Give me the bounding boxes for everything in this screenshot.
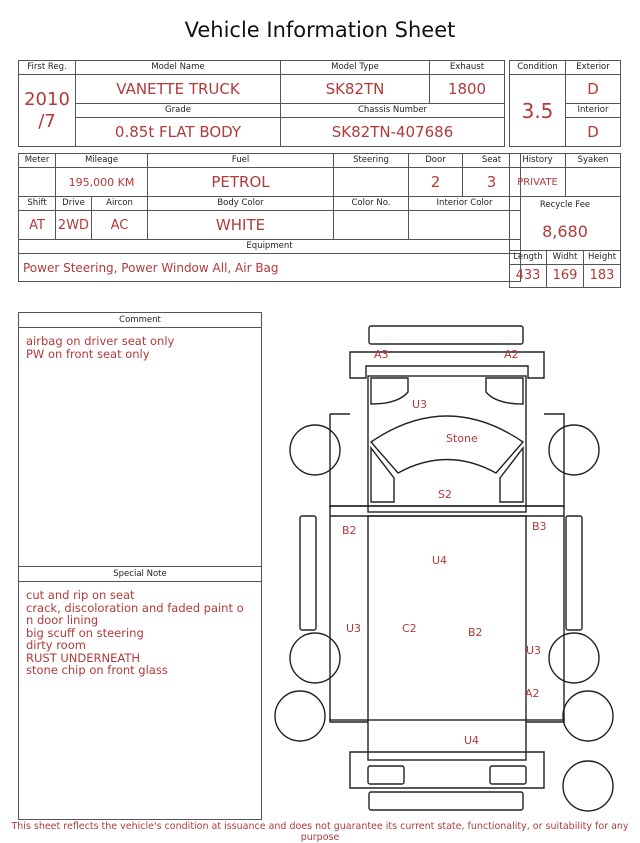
model-type-value: SK82TN: [281, 75, 430, 104]
steering-label: Steering: [334, 154, 409, 168]
interior-value: D: [566, 118, 621, 147]
mark-stone: Stone: [446, 432, 478, 445]
aircon-label: Aircon: [92, 197, 148, 211]
interior-color-value: [409, 211, 521, 240]
comment-label: Comment: [19, 313, 261, 328]
page-title: Vehicle Information Sheet: [184, 18, 456, 42]
rear-left-wheel-shape: [290, 633, 340, 683]
color-no-value: [334, 211, 409, 240]
mark-s2: S2: [438, 488, 452, 501]
history-value: PRIVATE: [510, 168, 566, 197]
mark-c2: C2: [402, 622, 417, 635]
equipment-label: Equipment: [19, 240, 521, 254]
first-reg-year: 2010: [24, 88, 70, 110]
door-value: 2: [409, 168, 463, 197]
note-line: cut and rip on seat: [26, 588, 135, 602]
mark-u4-bed: U4: [432, 554, 448, 567]
drive-value: 2WD: [56, 211, 92, 240]
body-color-label: Body Color: [148, 197, 334, 211]
syaken-label: Syaken: [566, 154, 621, 168]
chassis-label: Chassis Number: [281, 104, 505, 118]
syaken-value: [566, 168, 621, 197]
height-label: Height: [584, 250, 621, 264]
equipment-value: Power Steering, Power Window All, Air Bag: [19, 254, 521, 282]
mark-a2-front: A2: [504, 348, 519, 361]
color-no-label: Color No.: [334, 197, 409, 211]
shift-label: Shift: [19, 197, 56, 211]
front-left-wheel-shape: [290, 425, 340, 475]
model-name-value: VANETTE TRUCK: [76, 75, 281, 104]
note-line: PW on front seat only: [26, 346, 150, 361]
note-line: RUST UNDERNEATH: [26, 650, 141, 665]
body-color-value: WHITE: [148, 211, 334, 240]
history-label: History: [510, 154, 566, 168]
special-note-box: [18, 566, 262, 820]
first-reg-label: First Reg.: [19, 61, 76, 75]
exhaust-label: Exhaust: [430, 61, 505, 75]
right-mirror-shape: [486, 378, 523, 404]
spare-left-wheel-shape: [275, 691, 325, 741]
mark-u3-left: U3: [346, 622, 362, 635]
width-label: Widht: [547, 250, 584, 264]
length-value: 433: [510, 264, 547, 287]
recycle-fee-label: Recycle Fee: [510, 197, 621, 214]
bed-rails-shape: [330, 506, 564, 516]
recycle-fee-value: 8,680: [510, 213, 621, 250]
first-reg-value: [19, 75, 76, 147]
mark-a2-right: A2: [525, 687, 540, 700]
meter-label: Meter: [19, 154, 56, 168]
fuel-value: PETROL: [148, 168, 334, 197]
grade-value: 0.85t FLAT BODY: [76, 118, 281, 147]
special-note-lines: [19, 582, 261, 684]
mileage-label: Mileage: [56, 154, 148, 168]
left-side-rail-shape: [300, 516, 316, 630]
drive-label: Drive: [56, 197, 92, 211]
rear-bumper-frame-shape: [350, 752, 544, 788]
model-info-table: [18, 60, 505, 147]
height-value: 183: [584, 264, 621, 287]
vehicle-damage-diagram: [268, 318, 628, 818]
door-label: Door: [409, 154, 463, 168]
rear-right-wheel-shape: [549, 633, 599, 683]
front-bumper-shape: [369, 326, 523, 344]
length-label: Length: [510, 250, 547, 264]
specs-table: [18, 153, 521, 282]
exterior-label: Exterior: [566, 61, 621, 75]
note-line: n door lining: [26, 613, 99, 627]
spare-right-wheel-shape: [563, 691, 613, 741]
mark-b2-bed: B2: [468, 626, 483, 639]
mark-u4-rear: U4: [464, 734, 480, 747]
mark-b3-right: B3: [532, 520, 547, 533]
cargo-bed-shape: [368, 516, 526, 760]
model-type-label: Model Type: [281, 61, 430, 75]
mark-u3-windshield: U3: [412, 398, 428, 411]
width-value: 169: [547, 264, 584, 287]
fuel-label: Fuel: [148, 154, 334, 168]
first-reg-month: /7: [38, 110, 56, 132]
rear-left-lamp-shape: [368, 766, 404, 784]
seat-value: 3: [463, 168, 521, 197]
chassis-value: SK82TN-407686: [281, 118, 505, 147]
left-mirror-shape: [371, 378, 408, 404]
interior-color-label: Interior Color: [409, 197, 521, 211]
grade-label: Grade: [76, 104, 281, 118]
mark-a3: A3: [374, 348, 389, 361]
rear-spare-wheel-shape: [563, 761, 613, 811]
mileage-value: 195,000 KM: [56, 168, 148, 197]
mark-b2-left: B2: [342, 524, 357, 537]
comment-box: [18, 312, 262, 567]
condition-value: 3.5: [510, 75, 566, 147]
exhaust-value: 1800: [430, 75, 505, 104]
exterior-value: D: [566, 75, 621, 104]
note-line: crack, discoloration and faded paint o: [26, 600, 244, 615]
steering-value: [334, 168, 409, 197]
note-line: airbag on driver seat only: [26, 334, 175, 348]
interior-label: Interior: [566, 104, 621, 118]
shift-value: AT: [19, 211, 56, 240]
aircon-value: AC: [92, 211, 148, 240]
model-name-label: Model Name: [76, 61, 281, 75]
history-table: [509, 153, 621, 288]
comment-lines: [19, 328, 261, 367]
footer-disclaimer: This sheet reflects the vehicle's condition at issuance and does not guarantee its current state, functionality, or suitability for any purpose: [11, 821, 629, 843]
note-line: stone chip on front glass: [26, 663, 168, 677]
rear-bumper-shape: [369, 792, 523, 810]
note-line: big scuff on steering: [26, 625, 144, 640]
right-side-rail-shape: [566, 516, 582, 630]
seat-label: Seat: [463, 154, 521, 168]
mark-u3-right: U3: [526, 644, 542, 657]
special-note-label: Special Note: [19, 567, 261, 582]
front-right-wheel-shape: [549, 425, 599, 475]
rear-right-lamp-shape: [490, 766, 526, 784]
condition-label: Condition: [510, 61, 566, 75]
note-line: dirty room: [26, 638, 86, 652]
meter-value: [19, 168, 56, 197]
condition-table: [509, 60, 621, 147]
